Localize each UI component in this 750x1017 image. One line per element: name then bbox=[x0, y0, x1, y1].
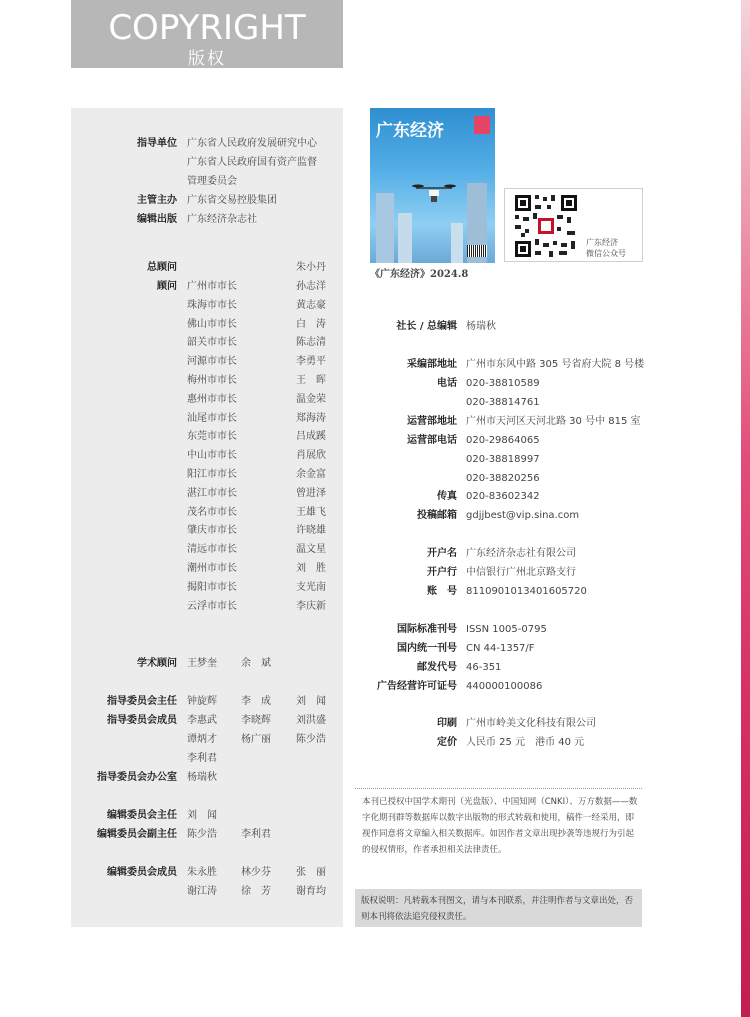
cover-building bbox=[376, 193, 394, 263]
committee-director-name: 刘 闻 bbox=[296, 696, 326, 707]
advisor-name: 郑海涛 bbox=[296, 412, 326, 424]
advisor-role: 肇庆市市长 bbox=[187, 525, 237, 537]
committee-office-name: 杨瑞秋 bbox=[187, 772, 217, 783]
advisor-role: 湛江市市长 bbox=[187, 487, 237, 499]
advisor-name: 余金富 bbox=[296, 469, 326, 480]
fax-value: 020-83602342 bbox=[466, 491, 540, 502]
fax-label: 传真 bbox=[437, 491, 457, 502]
qr-caption-line1: 广东经济 bbox=[586, 238, 618, 247]
committee-member-name: 刘洪盛 bbox=[296, 715, 326, 726]
header-title-en: COPYRIGHT bbox=[108, 8, 306, 48]
committee-member-name: 李惠武 bbox=[187, 715, 217, 726]
president-label: 社长 / 总编辑 bbox=[396, 321, 457, 332]
authorization-notice bbox=[355, 788, 642, 882]
postal-code-label: 邮发代号 bbox=[417, 662, 457, 673]
advisor-name: 黄志豪 bbox=[296, 299, 326, 311]
email-value: gdjjbest@vip.sina.com bbox=[466, 510, 580, 521]
academic-advisor-label: 学术顾问 bbox=[137, 658, 177, 669]
advisor-role: 韶关市市长 bbox=[187, 337, 237, 349]
committee-director-name: 钟旋辉 bbox=[187, 696, 217, 707]
publisher-value: 广东经济杂志社 bbox=[187, 214, 257, 225]
cn-label: 国内统一刊号 bbox=[397, 643, 457, 654]
cover-barcode bbox=[467, 245, 487, 257]
advisor-role: 惠州市市长 bbox=[187, 393, 237, 405]
ops-phone-value: 020-38820256 bbox=[466, 473, 540, 484]
advisor-role: 珠海市市长 bbox=[187, 299, 237, 311]
postal-code-value: 46-351 bbox=[466, 662, 502, 673]
copyright-text: 版权说明：凡转载本刊图文，请与本刊联系，并注明作者与文章出处，否则本刊将依法追究侵权责任。 bbox=[361, 896, 634, 922]
editorial-director-label: 编辑委员会主任 bbox=[107, 810, 177, 821]
advisor-role: 潮州市市长 bbox=[187, 563, 237, 574]
academic-advisor-name: 余 斌 bbox=[241, 658, 271, 669]
editorial-director-name: 刘 闻 bbox=[187, 810, 217, 821]
price-label: 定价 bbox=[437, 737, 457, 748]
advisor-name: 李庆新 bbox=[296, 600, 326, 612]
editorial-address-label: 采编部地址 bbox=[407, 359, 457, 370]
ops-address-label: 运营部地址 bbox=[407, 416, 457, 427]
advisor-role: 佛山市市长 bbox=[187, 318, 237, 330]
advisor-name: 白 涛 bbox=[296, 318, 326, 330]
committee-member-name: 杨广丽 bbox=[241, 734, 271, 745]
editorial-member-name: 谢江涛 bbox=[187, 886, 217, 897]
editorial-member-name: 林少芬 bbox=[241, 867, 271, 878]
ops-phone-value: 020-38818997 bbox=[466, 454, 540, 465]
advisor-name: 王 晖 bbox=[296, 375, 326, 386]
committee-director-label: 指导委员会主任 bbox=[107, 696, 177, 707]
advisors-label: 顾问 bbox=[157, 281, 177, 292]
committee-office-label: 指导委员会办公室 bbox=[97, 772, 177, 783]
phone-value: 020-38810589 bbox=[466, 378, 540, 389]
advisor-name: 温金荣 bbox=[296, 393, 326, 405]
advisor-role: 茂名市市长 bbox=[187, 506, 237, 518]
account-name-label: 开户名 bbox=[427, 548, 457, 559]
advisor-role: 揭阳市市长 bbox=[187, 581, 237, 593]
decorative-stripe bbox=[741, 0, 750, 1017]
advisor-role: 中山市市长 bbox=[187, 450, 237, 462]
editorial-member-name: 谢育均 bbox=[296, 886, 326, 897]
supervisor-value: 广东省交易控股集团 bbox=[187, 195, 277, 206]
advisor-name: 吕成蹊 bbox=[296, 431, 326, 443]
advisor-role: 清远市市长 bbox=[187, 544, 237, 556]
cover-title: 广东经济 bbox=[376, 121, 444, 141]
issn-label: 国际标准刊号 bbox=[397, 624, 457, 635]
printer-label: 印刷 bbox=[437, 718, 457, 729]
drone-icon bbox=[412, 180, 456, 206]
section-header bbox=[71, 0, 343, 68]
notice-text: 本刊已授权中国学术期刊（光盘版）、中国知网（CNKI）、万方数据——数字化期刊群等数据库以数字出版物的形式转载和使用，稿件一经采用，即视作同意将文章编入相关数据库。如因作者文章出现抄袭等违规行为引起的侵权情形，作者承担相关法律责任。 bbox=[362, 797, 638, 855]
advisor-name: 刘 胜 bbox=[296, 563, 326, 574]
cover-issue-badge bbox=[474, 116, 490, 134]
editorial-address-value: 广州市东风中路 305 号省府大院 8 号楼 bbox=[466, 359, 645, 370]
committee-member-name: 谭炳才 bbox=[187, 734, 217, 745]
magazine-cover-image bbox=[370, 108, 495, 263]
guidance-unit-line: 管理委员会 bbox=[187, 176, 237, 187]
cover-building bbox=[451, 223, 463, 263]
wechat-qr-card bbox=[504, 188, 643, 262]
advisor-name: 肖展欣 bbox=[296, 450, 326, 462]
bank-label: 开户行 bbox=[427, 567, 457, 578]
editorial-member-name: 徐 芳 bbox=[241, 886, 271, 897]
ops-phone-value: 020-29864065 bbox=[466, 435, 540, 446]
ops-phone-label: 运营部电话 bbox=[407, 435, 457, 446]
chief-advisor-label: 总顾问 bbox=[147, 262, 177, 273]
guidance-unit-label: 指导单位 bbox=[137, 138, 177, 149]
committee-director-name: 李 成 bbox=[241, 696, 271, 707]
editorial-member-name: 朱永胜 bbox=[187, 867, 217, 878]
advisor-name: 王雄飞 bbox=[296, 506, 326, 518]
ops-address-value: 广州市天河区天河北路 30 号中 815 室 bbox=[466, 416, 641, 427]
committee-member-name: 李晓辉 bbox=[241, 715, 271, 726]
qr-caption-line2: 微信公众号 bbox=[586, 249, 626, 258]
advisor-name: 陈志清 bbox=[296, 337, 326, 349]
editorial-member-name: 张 丽 bbox=[296, 867, 326, 878]
advisor-name: 温文星 bbox=[296, 544, 326, 556]
account-value: 8110901013401605720 bbox=[466, 586, 587, 597]
advisor-role: 汕尾市市长 bbox=[187, 412, 237, 424]
copyright-statement bbox=[355, 889, 642, 927]
editorial-members-label: 编辑委员会成员 bbox=[107, 867, 177, 878]
academic-advisor-name: 王梦奎 bbox=[187, 658, 217, 669]
advisor-name: 曾进泽 bbox=[296, 487, 326, 499]
cover-caption: 《广东经济》2024.8 bbox=[370, 269, 469, 280]
email-label: 投稿邮箱 bbox=[417, 510, 457, 521]
guidance-unit-line: 广东省人民政府发展研究中心 bbox=[187, 138, 317, 149]
advisor-name: 李勇平 bbox=[296, 356, 326, 368]
cover-building bbox=[398, 213, 412, 263]
advisor-role: 梅州市市长 bbox=[187, 375, 237, 386]
phone-label: 电话 bbox=[437, 378, 457, 389]
guidance-unit-line: 广东省人民政府国有资产监督 bbox=[187, 157, 317, 168]
editorial-vice-name: 陈少浩 bbox=[187, 829, 217, 840]
account-name-value: 广东经济杂志社有限公司 bbox=[466, 548, 576, 559]
publisher-label: 编辑出版 bbox=[137, 214, 177, 225]
advisor-name: 许晓雄 bbox=[296, 525, 326, 537]
cn-value: CN 44-1357/F bbox=[466, 643, 535, 654]
committee-members-label: 指导委员会成员 bbox=[107, 715, 177, 726]
account-label: 账 号 bbox=[427, 586, 457, 597]
advisor-role: 东莞市市长 bbox=[187, 431, 237, 443]
advisor-role: 阳江市市长 bbox=[187, 469, 237, 480]
committee-member-name: 陈少浩 bbox=[296, 734, 326, 745]
price-value: 人民币 25 元 港币 40 元 bbox=[466, 737, 585, 748]
printer-value: 广州市岭美文化科技有限公司 bbox=[466, 718, 596, 729]
qr-code-icon bbox=[513, 193, 579, 259]
advisor-role: 河源市市长 bbox=[187, 356, 237, 368]
advisor-role: 云浮市市长 bbox=[187, 600, 237, 612]
president-value: 杨瑞秋 bbox=[466, 321, 496, 332]
phone-value: 020-38814761 bbox=[466, 397, 540, 408]
chief-advisor-name: 朱小丹 bbox=[296, 262, 326, 273]
ad-license-label: 广告经营许可证号 bbox=[377, 681, 457, 692]
header-title-cn: 版权 bbox=[188, 49, 226, 69]
committee-member-name: 李利君 bbox=[187, 753, 217, 764]
advisor-name: 孙志洋 bbox=[296, 281, 326, 292]
advisor-name: 支光南 bbox=[296, 581, 326, 593]
advisor-role: 广州市市长 bbox=[187, 281, 237, 292]
editorial-vice-name: 李利君 bbox=[241, 829, 271, 840]
editorial-vice-label: 编辑委员会副主任 bbox=[97, 829, 177, 840]
bank-value: 中信银行广州北京路支行 bbox=[466, 567, 576, 578]
ad-license-value: 440000100086 bbox=[466, 681, 543, 692]
supervisor-label: 主管主办 bbox=[137, 195, 177, 206]
issn-value: ISSN 1005-0795 bbox=[466, 624, 547, 635]
